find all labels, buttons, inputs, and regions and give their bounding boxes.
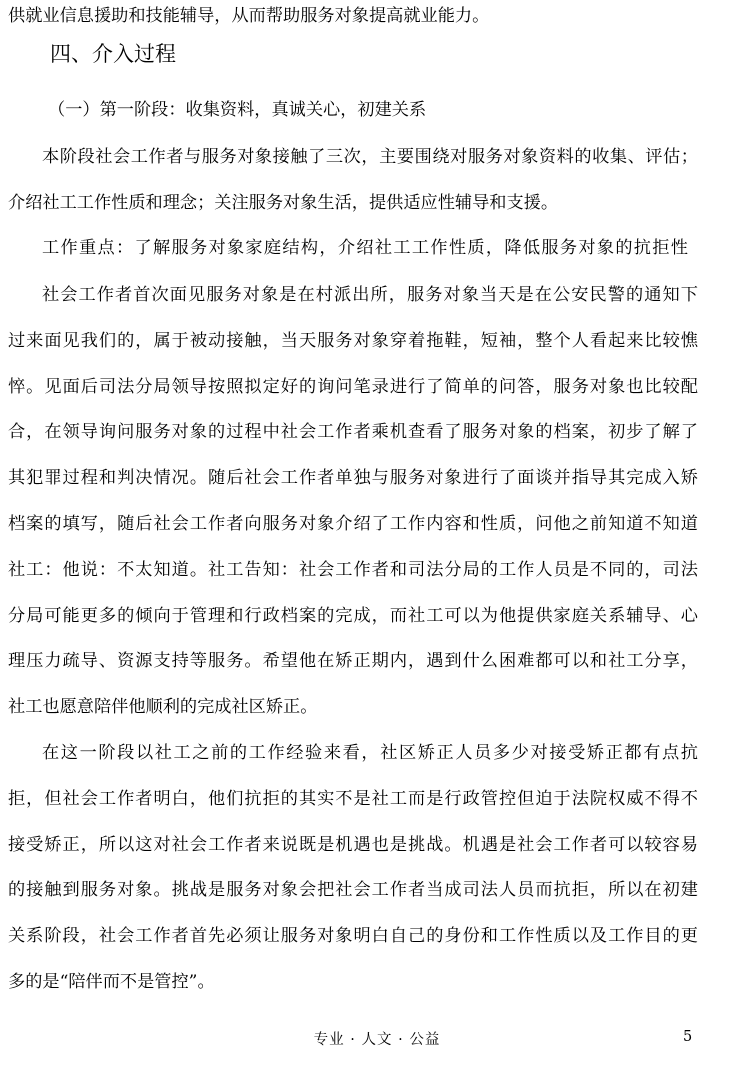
section-heading: 四、介入过程 <box>50 42 176 66</box>
text-line: 其犯罪过程和判决情况。随后社会工作者单独与服务对象进行了面谈并指导其完成入矫 <box>8 468 698 488</box>
text-line: 接受矫正，所以这对社会工作者来说既是机遇也是挑战。机遇是社会工作者可以较容易 <box>8 835 698 855</box>
text-line: 分局可能更多的倾向于管理和行政档案的完成，而社工可以为他提供家庭关系辅导、心 <box>8 606 698 626</box>
subsection-heading: （一）第一阶段：收集资料，真诚关心，初建关系 <box>48 100 427 120</box>
text-line: 悴。见面后司法分局领导按照拟定好的询问笔录进行了简单的问答，服务对象也比较配 <box>8 377 698 397</box>
text-line: 理压力疏导、资源支持等服务。希望他在矫正期内，遇到什么困难都可以和社工分享， <box>8 651 698 671</box>
text-line: 档案的填写，随后社会工作者向服务对象介绍了工作内容和性质，问他之前知道不知道 <box>8 514 698 534</box>
text-line: 供就业信息援助和技能辅导，从而帮助服务对象提高就业能力。 <box>8 6 490 26</box>
text-line: 的接触到服务对象。挑战是服务对象会把社会工作者当成司法人员而抗拒，所以在初建 <box>8 880 698 900</box>
text-line: 社工也愿意陪伴他顺利的完成社区矫正。 <box>8 697 318 717</box>
text-line: 工作重点：了解服务对象家庭结构，介绍社工工作性质，降低服务对象的抗拒性 <box>42 238 688 258</box>
text-line: 多的是“陪伴而不是管控”。 <box>8 972 215 992</box>
text-line: 社会工作者首次面见服务对象是在村派出所，服务对象当天是在公安民警的通知下 <box>42 285 698 305</box>
text-line: 合，在领导询问服务对象的过程中社会工作者乘机查看了服务对象的档案，初步了解了 <box>8 422 698 442</box>
text-line: 本阶段社会工作者与服务对象接触了三次，主要围绕对服务对象资料的收集、评估； <box>42 147 698 167</box>
page-number: 5 <box>683 1029 693 1045</box>
text-line: 拒，但社会工作者明白，他们抗拒的其实不是社工而是行政管控但迫于法院权威不得不 <box>8 789 698 809</box>
text-line: 关系阶段，社会工作者首先必须让服务对象明白自己的身份和工作性质以及工作目的更 <box>8 926 698 946</box>
text-line: 介绍社工工作性质和理念；关注服务对象生活，提供适应性辅导和支援。 <box>8 193 559 213</box>
text-line: 社工：他说：不太知道。社工告知：社会工作者和司法分局的工作人员是不同的，司法 <box>8 560 698 580</box>
text-line: 过来面见我们的，属于被动接触，当天服务对象穿着拖鞋，短袖，整个人看起来比较憔 <box>8 331 698 351</box>
page-footer: 专业 · 人文 · 公益 <box>313 1032 441 1048</box>
text-line: 在这一阶段以社工之前的工作经验来看，社区矫正人员多少对接受矫正都有点抗 <box>42 743 698 763</box>
